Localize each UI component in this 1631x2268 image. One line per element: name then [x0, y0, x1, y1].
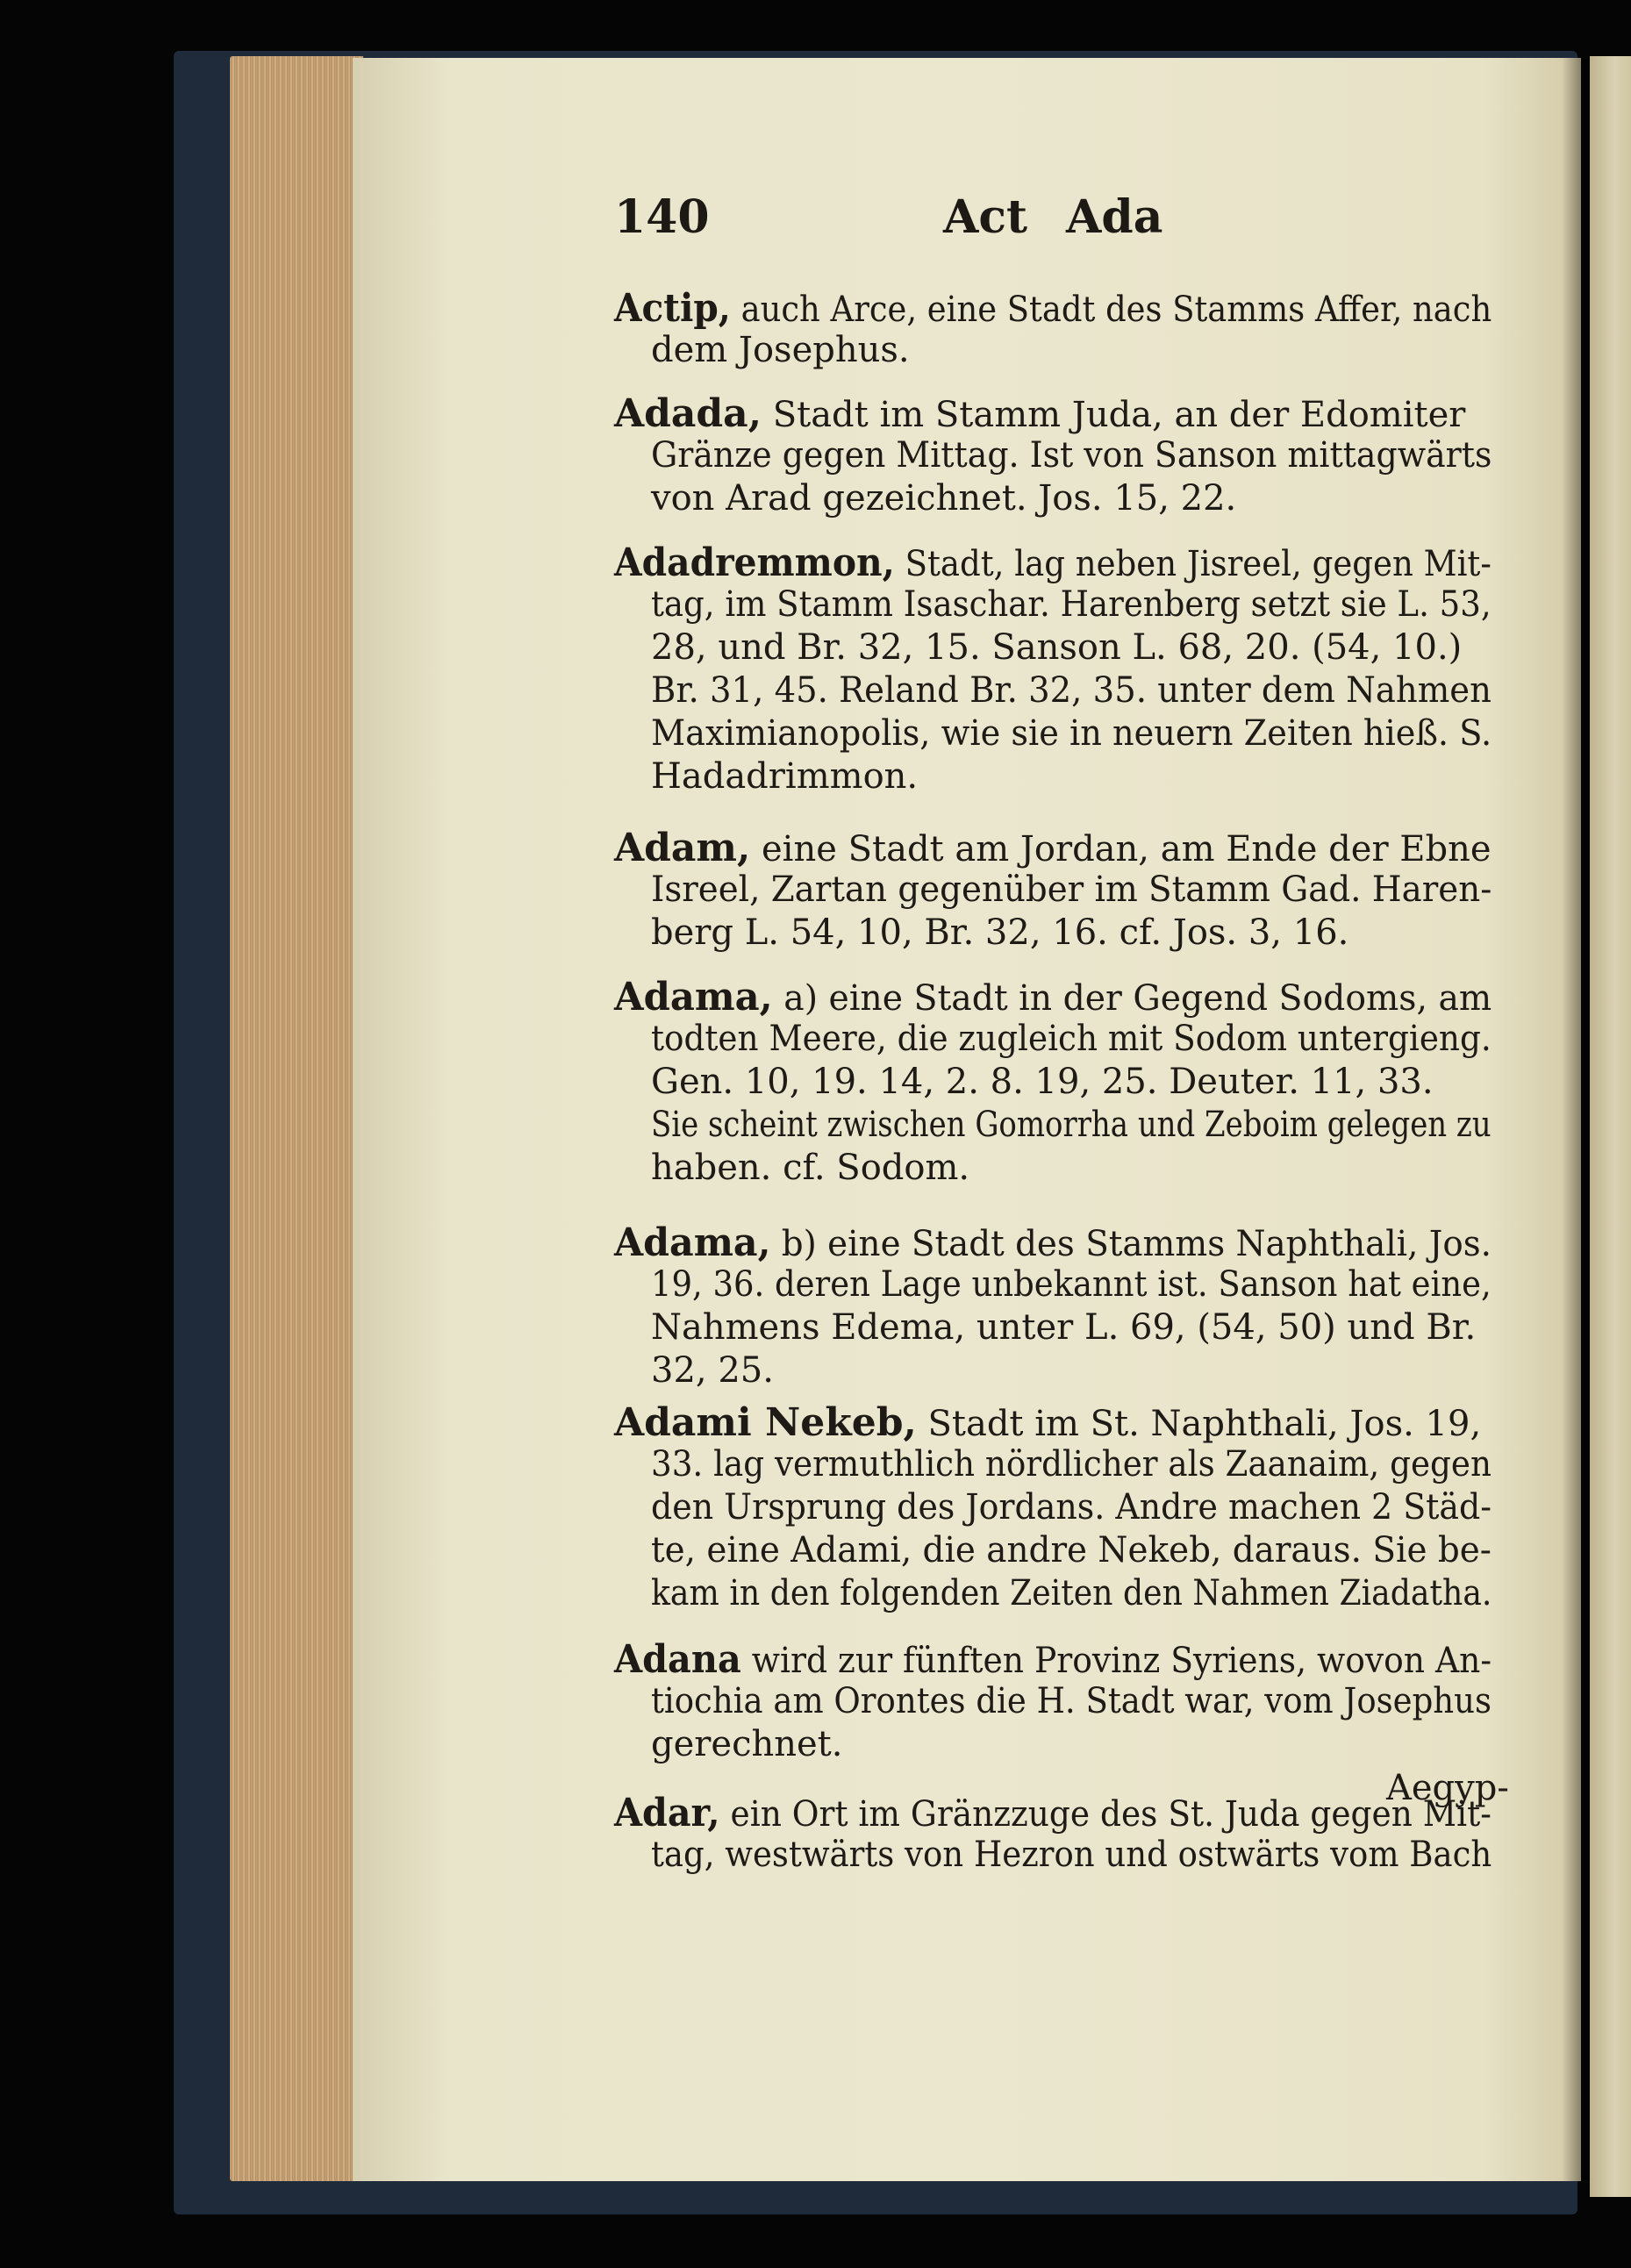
- entry-line: [651, 1264, 1492, 1305]
- entry-first-line: [614, 286, 1492, 331]
- entry-first-line: [614, 1791, 1492, 1835]
- entry-text: 33. lag vermuthlich nördlicher als Zaanaim, gegen: [651, 1444, 1492, 1485]
- entry-line: [651, 1573, 1492, 1613]
- entry-text: wird zur fünften Provinz Syriens, wovon An-: [740, 1641, 1492, 1681]
- entry-first-line: [614, 975, 1492, 1020]
- entry-line: [651, 1487, 1492, 1528]
- entry-text: Maximianopolis, wie sie in neuern Zeiten hieß. S.: [651, 713, 1492, 754]
- entry-first-line: [614, 1400, 1482, 1445]
- entry-first-line: [614, 1220, 1492, 1265]
- entry-text: tag, westwärts von Hezron und ostwärts vom Bach: [651, 1835, 1492, 1875]
- entry-line: [651, 756, 919, 797]
- entry-line: [651, 330, 910, 370]
- entry-text: dem Josephus.: [651, 330, 910, 370]
- entry-line: [651, 1105, 1492, 1145]
- entry-headword: Adana: [614, 1637, 741, 1682]
- entry-line: [651, 1724, 843, 1764]
- entry-text: den Ursprung des Jordans. Andre machen 2 Städ-: [651, 1487, 1492, 1528]
- entry-headword: Adar,: [614, 1791, 720, 1835]
- entry-text: von Arad gezeichnet. Jos. 15, 22.: [651, 478, 1237, 519]
- entry-text: auch Arce, eine Stadt des Stamms Affer, nach: [730, 290, 1492, 330]
- entry-headword: Adama,: [614, 975, 773, 1020]
- entry-line: [651, 627, 1463, 668]
- entry-first-line: [614, 391, 1466, 436]
- entry-text: kam in den folgenden Zeiten den Nahmen Ziadatha.: [651, 1573, 1492, 1613]
- entry-first-line: [614, 826, 1492, 870]
- entry-headword: Adadremmon,: [614, 540, 895, 585]
- facing-page-edge: [1590, 56, 1631, 2197]
- entry-text: Stadt im Stamm Juda, an der Edomiter: [762, 395, 1466, 435]
- entry-text: Gränze gegen Mittag. Ist von Sanson mittagwärts: [651, 435, 1492, 476]
- entry-line: [651, 478, 1237, 519]
- entry-text: Stadt im St. Naphthali, Jos. 19,: [916, 1404, 1482, 1444]
- entry-text: gerechnet.: [651, 1724, 843, 1764]
- entry-text: Nahmens Edema, unter L. 69, (54, 50) und Br.: [651, 1307, 1477, 1348]
- entry-first-line: [614, 1637, 1492, 1682]
- entry-text: todten Meere, die zugleich mit Sodom untergieng.: [651, 1019, 1492, 1059]
- entry-headword: Adama,: [614, 1220, 771, 1265]
- catchword: Aegyp-: [1386, 1768, 1509, 1808]
- entry-line: [651, 1019, 1492, 1059]
- entry-text: tag, im Stamm Isaschar. Harenberg setzt sie L. 53,: [651, 584, 1492, 625]
- page-edges: [230, 56, 363, 2181]
- entry-line: [651, 1681, 1492, 1721]
- entry-text: Hadadrimmon.: [651, 756, 919, 797]
- entry-line: [651, 1835, 1492, 1875]
- running-head-left: Act: [943, 190, 1028, 244]
- entry-line: [651, 912, 1349, 953]
- entry-headword: Adami Nekeb,: [614, 1400, 917, 1445]
- entry-line: [651, 869, 1492, 910]
- entry-line: [651, 1148, 970, 1188]
- gutter-shadow: [1562, 58, 1592, 2181]
- entry-line: [651, 435, 1492, 476]
- entry-text: Br. 31, 45. Reland Br. 32, 35. unter dem Nahmen: [651, 670, 1492, 711]
- entry-text: 32, 25.: [651, 1350, 774, 1391]
- page-number: 140: [614, 190, 710, 244]
- entry-line: [651, 713, 1492, 754]
- entry-line: [651, 1062, 1434, 1102]
- entry-line: [651, 1444, 1492, 1485]
- running-header: [0, 190, 1631, 256]
- entry-text: 28, und Br. 32, 15. Sanson L. 68, 20. (54, 10.): [651, 627, 1463, 668]
- entry-line: [651, 1530, 1492, 1570]
- running-head-right: Ada: [1066, 190, 1163, 244]
- entry-text: haben. cf. Sodom.: [651, 1148, 970, 1188]
- entry-text: tiochia am Orontes die H. Stadt war, vom Josephus: [651, 1681, 1492, 1721]
- entry-headword: Adada,: [614, 391, 762, 436]
- entry-text: 19, 36. deren Lage unbekannt ist. Sanson hat eine,: [651, 1264, 1492, 1305]
- entry-first-line: [614, 540, 1492, 585]
- entry-headword: Actip,: [614, 286, 731, 331]
- entry-text: eine Stadt am Jordan, am Ende der Ebne: [750, 829, 1492, 869]
- entry-text: Stadt, lag neben Jisreel, gegen Mit-: [894, 544, 1492, 584]
- entry-text: berg L. 54, 10, Br. 32, 16. cf. Jos. 3, 16.: [651, 912, 1349, 953]
- entry-line: [651, 584, 1492, 625]
- entry-text: Sie scheint zwischen Gomorrha und Zeboim gelegen zu: [651, 1105, 1492, 1145]
- entry-line: [651, 670, 1492, 711]
- entry-headword: Adam,: [614, 826, 751, 870]
- entry-text: a) eine Stadt in der Gegend Sodoms, am: [772, 978, 1492, 1019]
- entry-text: Gen. 10, 19. 14, 2. 8. 19, 25. Deuter. 11, 33.: [651, 1062, 1434, 1102]
- entry-text: b) eine Stadt des Stamms Naphthali, Jos.: [770, 1224, 1492, 1264]
- entry-text: Isreel, Zartan gegenüber im Stamm Gad. Haren-: [651, 869, 1492, 910]
- entry-text: te, eine Adami, die andre Nekeb, daraus. Sie be-: [651, 1530, 1492, 1570]
- entry-line: [651, 1350, 774, 1391]
- entry-line: [651, 1307, 1477, 1348]
- entry-text: ein Ort im Gränzzuge des St. Juda gegen Mit-: [719, 1794, 1492, 1835]
